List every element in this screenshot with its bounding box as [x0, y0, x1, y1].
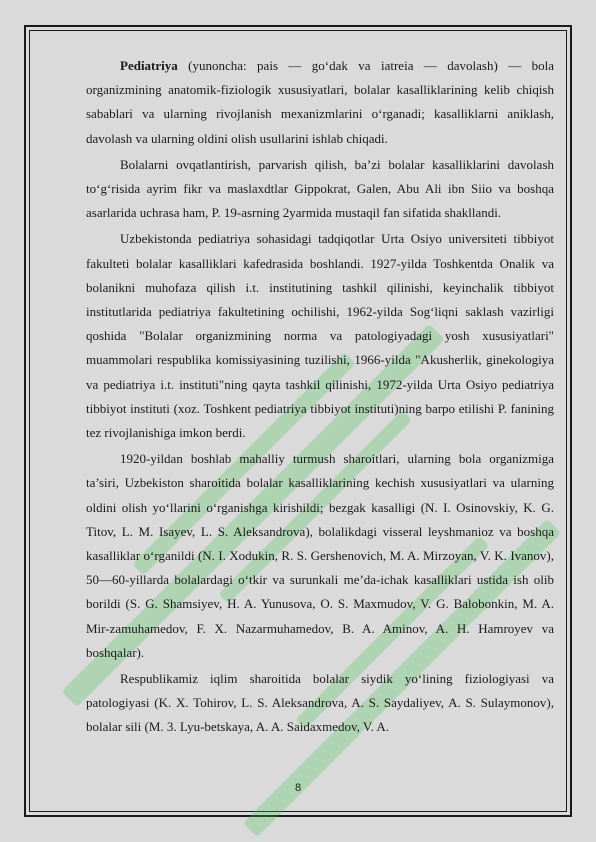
- paragraph-uzbekistan: Uzbekistonda pediatriya sohasidagi tadqiqotlar Urta Osiyo universiteti tibbiyot fakulteti bolalar kasalliklari kafedrasida boshlandi. 1927-yilda Toshkentda Onalik va bolanikni muhofaza qilish i.t. institutining tashkil qilinishi, keyinchalik tibbiyot institutlarida pediatriya fakultetining ochilishi, 1962-yilda Sog‘liqni saklash vazirligi qoshida "Bolalar organizmining norma va patologiyadagi yosh xususiyatlari" muammolari respublika komissiyasining tuzilishi, 1966-yilda "Akusherlik, ginekologiya va pediatriya i.t. instituti"ning qayta tashkil qilinishi, 1972-yilda Urta Osiyo pediatriya tibbiyot instituti (xoz. Toshkent pediatriya tibbiyot instituti)ning barpo etilishi P. fanining tez rivojlanishiga imkon berdi.: [86, 231, 554, 441]
- paragraph-intro: [86, 54, 554, 151]
- paragraph-history: Bolalarni ovqatlantirish, parvarish qilish, ba’zi bolalar kasalliklarini davolash to‘g‘risida ayrim fikr va maslaxdtlar Gippokrat, Galen, Abu Ali ibn Siio va boshqa asarlarida uchrasa ham, P. 19-asrning 2yarmida mustaqil fan sifatida shakllandi.: [86, 156, 554, 221]
- paragraph-research-1920: 1920-yildan boshlab mahalliy turmush sharoitlari, ularning bola organizmiga ta’siri, Uzbekiston sharoitida bolalar kasalliklarining kechish xususiyatlari va ularning oldini olish yo‘llarini o‘rganishga kirishildi; bezgak kasalligi (N. I. Osinovskiy, K. G. Titov, L. M. Isayev, L. S. Aleksandrova), bolalikdagi visseral leyshmanioz va boshqa kasalliklar o‘rganildi (N. I. Xodukin, R. S. Gershenovich, M. A. Mirzoyan, V. K. Ivanov), 50—60-yillarda bolalardagi o‘tkir va surunkali me’da-ichak kasalliklari ustida ish olib borildi (S. G. Shamsiyev, H. A. Yunusova, O. S. Maxmudov, V. G. Balobonkin, M. A. Mir-zamuhamedov, F. X. Nazarmuhamedov, B. A. Aminov, A. H. Hamroyev va boshqalar).: [86, 451, 554, 660]
- page-number: 8: [294, 782, 302, 794]
- document-body: [86, 54, 554, 742]
- term-pediatriya: Pediatriya: [120, 58, 178, 73]
- paragraph-intro-text: (yunoncha: pais — go‘dak va iatreia — davolash) — bola organizmining anatomik-fiziologik xususiyatlari, bolalar kasalliklarining kelib chiqish sabablari va ularning rivojlanish mexanizmlarini o‘rganadi; kasalliklarni aniklash, davolash va ularning oldini olish usullarini ishlab chiqadi.: [86, 58, 554, 146]
- paragraph-climate: Respublikamiz iqlim sharoitida bolalar siydik yo‘lining fiziologiyasi va patologiyasi (K. X. Tohirov, L. S. Aleksandrova, A. S. Saydaliyev, A. S. Sulaymonov), bolalar sili (M. 3. Lyu-betskaya, A. A. Saidaxmedov, V. A.: [86, 671, 554, 735]
